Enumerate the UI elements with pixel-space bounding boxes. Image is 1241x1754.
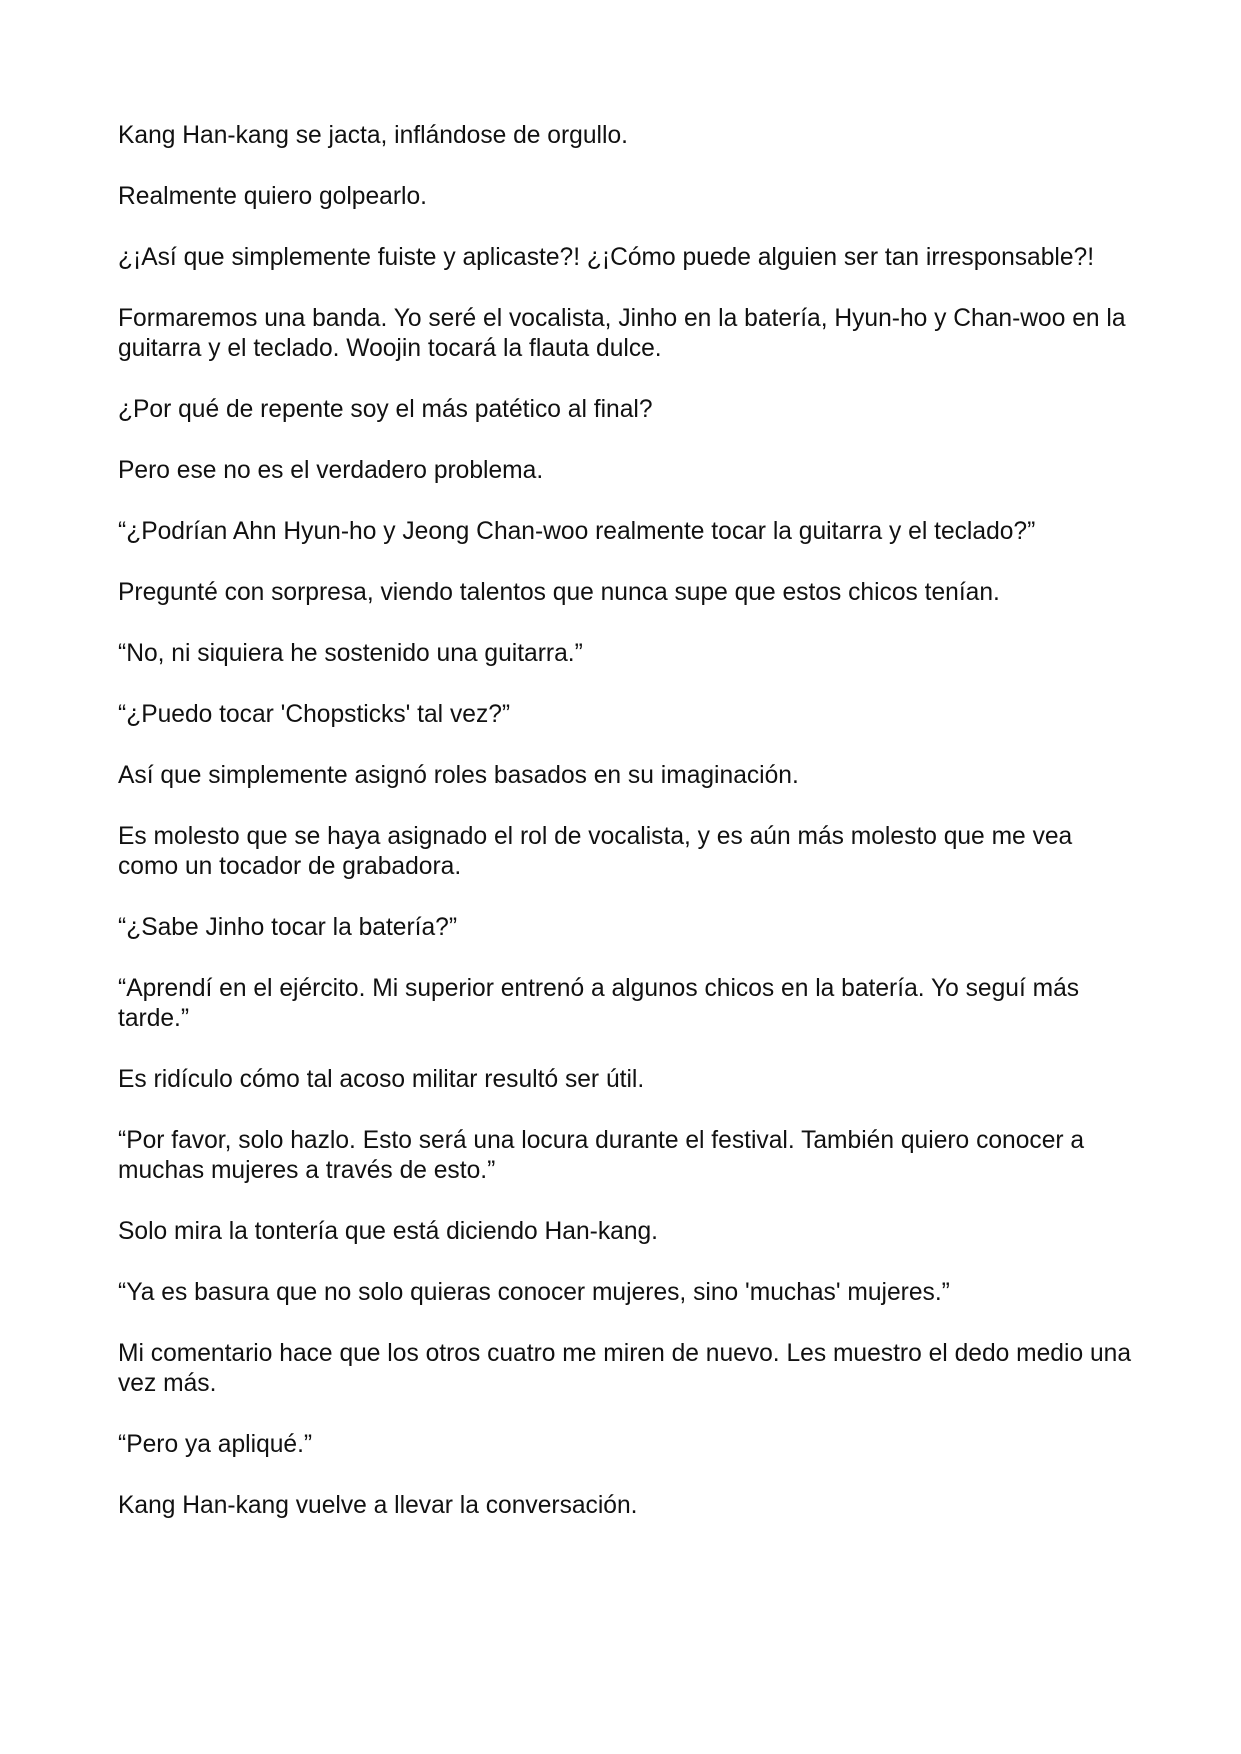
paragraph: Pregunté con sorpresa, viendo talentos que nunca supe que estos chicos tenían. [118, 579, 1000, 606]
paragraph: Formaremos una banda. Yo seré el vocalista, Jinho en la batería, Hyun-ho y Chan-woo en la guitarra y el teclado. Woojin tocará la flauta dulce. [118, 305, 1126, 362]
paragraph: Kang Han-kang se jacta, inflándose de orgullo. [118, 122, 628, 149]
paragraph: Así que simplemente asignó roles basados en su imaginación. [118, 762, 799, 789]
paragraph: “Aprendí en el ejército. Mi superior entrenó a algunos chicos en la batería. Yo seguí más tarde.” [118, 975, 1080, 1032]
paragraph: ¿¡Así que simplemente fuiste y aplicaste?! ¿¡Cómo puede alguien ser tan irresponsable?! [118, 244, 1095, 271]
paragraph: Pero ese no es el verdadero problema. [118, 457, 544, 484]
paragraph: Solo mira la tontería que está diciendo Han-kang. [118, 1218, 659, 1245]
paragraph: “Por favor, solo hazlo. Esto será una locura durante el festival. También quiero conocer a muchas mujeres a través de esto.” [118, 1127, 1085, 1184]
paragraph: “Ya es basura que no solo quieras conocer mujeres, sino 'muchas' mujeres.” [118, 1279, 950, 1306]
document-body [118, 121, 1133, 1552]
paragraph: “¿Podrían Ahn Hyun-ho y Jeong Chan-woo realmente tocar la guitarra y el teclado?” [118, 518, 1036, 545]
paragraph: “No, ni siquiera he sostenido una guitarra.” [118, 640, 583, 667]
paragraph: “¿Puedo tocar 'Chopsticks' tal vez?” [118, 701, 511, 728]
paragraph: Es molesto que se haya asignado el rol de vocalista, y es aún más molesto que me vea como un tocador de grabadora. [118, 823, 1073, 880]
paragraph: Kang Han-kang vuelve a llevar la conversación. [118, 1492, 638, 1519]
paragraph: ¿Por qué de repente soy el más patético al final? [118, 396, 653, 423]
paragraph: “Pero ya apliqué.” [118, 1431, 313, 1458]
paragraph: Es ridículo cómo tal acoso militar resultó ser útil. [118, 1066, 645, 1093]
paragraph: “¿Sabe Jinho tocar la batería?” [118, 914, 458, 941]
paragraph: Realmente quiero golpearlo. [118, 183, 427, 210]
paragraph: Mi comentario hace que los otros cuatro me miren de nuevo. Les muestro el dedo medio una vez más. [118, 1340, 1131, 1397]
